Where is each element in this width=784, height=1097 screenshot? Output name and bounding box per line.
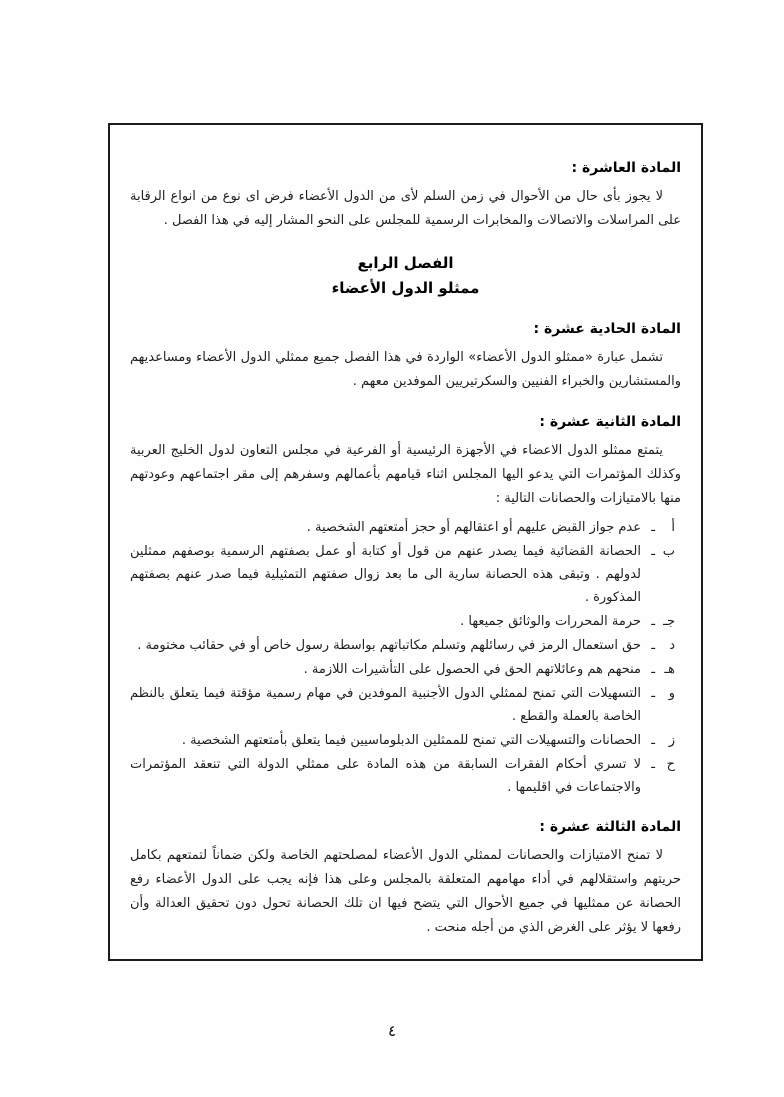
list-item-text: منحهم هم وعائلاتهم الحق في الحصول على التأشيرات اللازمة . bbox=[303, 662, 641, 677]
list-item-marker: ز bbox=[668, 733, 675, 748]
article-11-heading: المادة الحادية عشرة : bbox=[533, 321, 681, 337]
list-item-dash: ـ bbox=[651, 638, 655, 653]
list-item bbox=[130, 610, 681, 633]
chapter-4-heading bbox=[130, 251, 681, 301]
list-item-marker: ب bbox=[662, 544, 675, 559]
list-item bbox=[130, 634, 681, 657]
list-item bbox=[130, 540, 681, 609]
list-item-dash: ـ bbox=[651, 662, 655, 677]
list-item bbox=[130, 729, 681, 752]
list-item-marker: و bbox=[668, 686, 675, 701]
list-item bbox=[130, 658, 681, 681]
list-item-dash: ـ bbox=[651, 614, 655, 629]
chapter-4-title: الفصل الرابع bbox=[357, 254, 454, 272]
list-item-dash: ـ bbox=[651, 520, 655, 535]
list-item-marker: د bbox=[669, 638, 675, 653]
chapter-4-subtitle: ممثلو الدول الأعضاء bbox=[331, 279, 480, 297]
article-11-paragraph: تشمل عبارة «ممثلو الدول الأعضاء» الواردة في هذا الفصل جميع ممثلي الدول الأعضاء ومساعديهم والمستشارين والخبراء الفنيين والسكرتيريين الموفدين معهم . bbox=[130, 350, 681, 389]
list-item-text: حق استعمال الرمز في رسائلهم وتسلم مكاتباتهم بواسطة رسول خاص أو في حقائب مختومة . bbox=[137, 638, 641, 653]
list-item bbox=[130, 516, 681, 539]
list-item-text: حرمة المحررات والوثائق جميعها . bbox=[460, 614, 641, 629]
article-12-intro-paragraph: يتمتع ممثلو الدول الاعضاء في الأجهزة الرئيسية أو الفرعية في مجلس التعاون لدول الخليج العربية وكذلك المؤتمرات التي يدعو اليها المجلس اثناء قيامهم بأعمالهم وسفرهم إلى مقر اجتماعهم وعودتهم منها بالامتيازات والحصانات التالية : bbox=[130, 443, 681, 506]
list-item-marker: هـ bbox=[664, 662, 675, 677]
article-12-heading: المادة الثانية عشرة : bbox=[539, 414, 681, 430]
article-10-heading: المادة العاشرة : bbox=[571, 160, 681, 176]
list-item-text: الحصانات والتسهيلات التي تمنح للممثلين الدبلوماسيين فيما يتعلق بأمتعتهم الشخصية . bbox=[181, 733, 641, 748]
list-item-marker: ح bbox=[666, 757, 675, 772]
document-border-frame bbox=[108, 123, 703, 961]
list-item-text: الحصانة القضائية فيما يصدر عنهم من قول أو كتابة أو عمل بصفتهم الرسمية بوصفهم ممثلين لدولهم . وتبقى هذه الحصانة سارية الى ما بعد زوال صفتهم التمثيلية فيما صدر عنهم بصفتهم المذكورة . bbox=[130, 544, 641, 605]
article-10-paragraph: لا يجوز بأى حال من الأحوال في زمن السلم لأى من الدول الأعضاء فرض اى نوع من انواع الرقابة على المراسلات والاتصالات والمخابرات الرسمية للمجلس على النحو المشار إليه في هذا الفصل . bbox=[130, 189, 681, 228]
list-item-text: عدم جواز القبض عليهم أو اعتقالهم أو حجز أمتعتهم الشخصية . bbox=[306, 520, 641, 535]
article-12-items-list bbox=[130, 516, 681, 799]
list-item-marker: جـ bbox=[663, 614, 675, 629]
list-item bbox=[130, 753, 681, 799]
list-item-dash: ـ bbox=[651, 733, 655, 748]
list-item-marker: أ bbox=[671, 520, 675, 535]
list-item-dash: ـ bbox=[651, 686, 655, 701]
list-item-text: التسهيلات التي تمنح لممثلي الدول الأجنبية الموفدين في مهام رسمية مؤقتة فيما يتعلق بالنظم الخاصة بالعملة والقطع . bbox=[130, 686, 641, 724]
list-item-text: لا تسري أحكام الفقرات السابقة من هذه المادة على ممثلي الدولة التي تنعقد المؤتمرات والاجتماعات في اقليمها . bbox=[130, 757, 641, 795]
article-13-heading: المادة الثالثة عشرة : bbox=[539, 819, 681, 835]
list-item bbox=[130, 682, 681, 728]
page-number: ٤ bbox=[387, 1022, 397, 1040]
article-13-paragraph: لا تمنح الامتيازات والحصانات لممثلي الدول الأعضاء لمصلحتهم الخاصة ولكن ضماناً لتمتعهم بكامل حريتهم واستقلالهم في أداء مهامهم المتعلقة بالمجلس وعلى هذا فإنه يجب على الدول الأعضاء رفع الحصانة عن ممثليها في جميع الأحوال التي يتضح فيها ان تلك الحصانة تحول دون تحقيق العدالة وأن رفعها لا يؤثر على الغرض الذي من أجله منحت . bbox=[130, 848, 681, 935]
article-14-heading bbox=[130, 959, 681, 961]
list-item-dash: ـ bbox=[651, 757, 655, 772]
list-item-dash: ـ bbox=[651, 544, 655, 559]
